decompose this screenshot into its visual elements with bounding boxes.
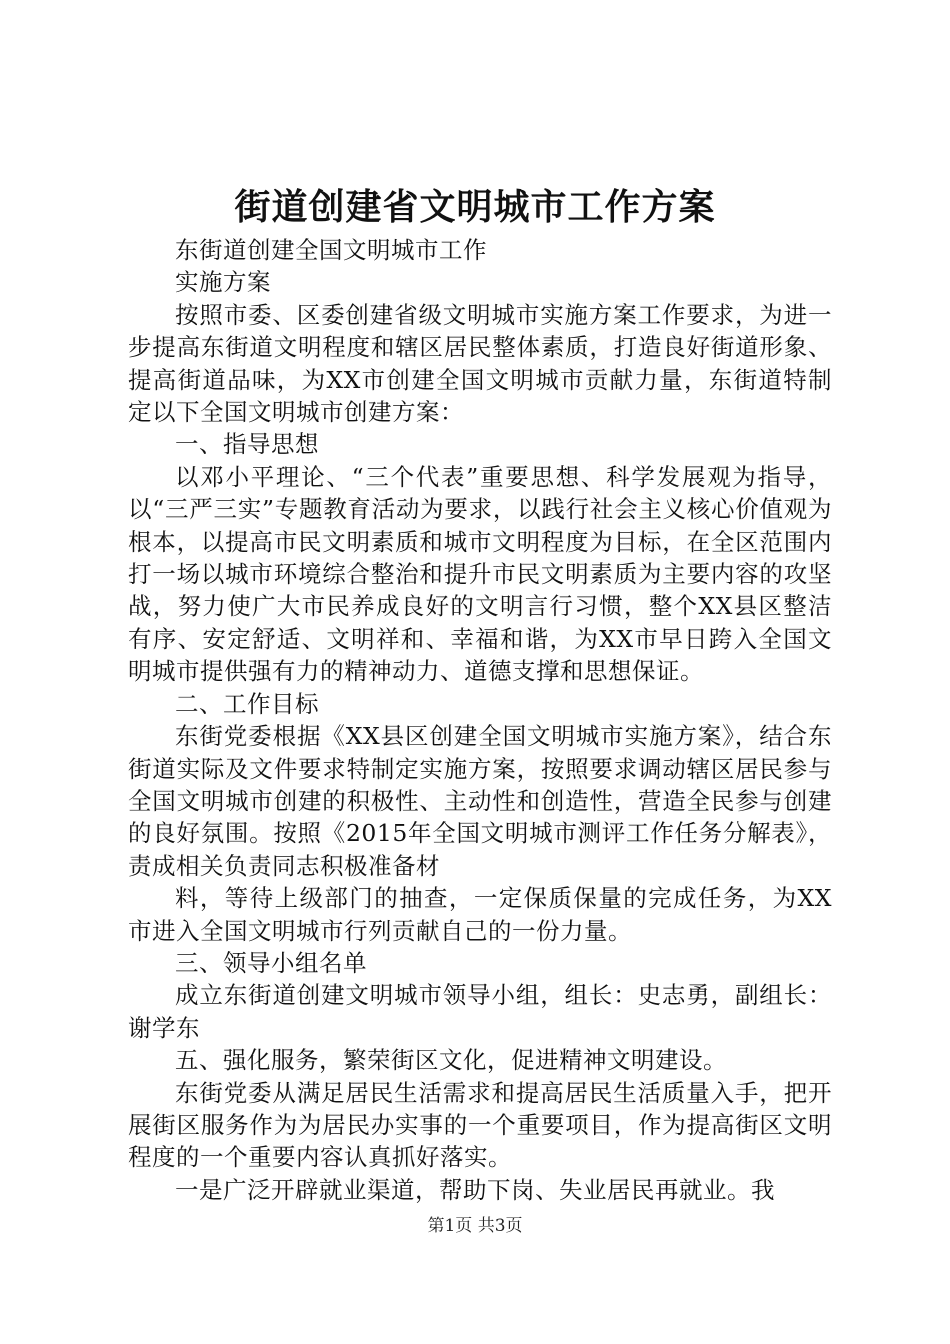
work-goals-paragraph: 东街党委根据《XX县区创建全国文明城市实施方案》，结合东街道实际及文件要求特制定实施方案，按照要求调动辖区居民参与全国文明城市创建的积极性、主动性和创造性，营造全民参与创建的良好氛围。按照《2015年全国文明城市测评工作任务分解表》，责成相关负责同志积极准备材 (128, 722, 832, 880)
subtitle-line-2: 实施方案 (175, 268, 271, 297)
document-title: 街道创建省文明城市工作方案 (234, 186, 716, 228)
employment-paragraph: 一是广泛开辟就业渠道，帮助下岗、失业居民再就业。我 (175, 1175, 775, 1204)
section-heading-work-goals: 二、工作目标 (175, 689, 319, 718)
work-goals-continuation: 料，等待上级部门的抽查，一定保质保量的完成任务，为XX市进入全国文明城市行列贡献自己的一份力量。 (128, 884, 832, 945)
section-heading-strengthen-services: 五、强化服务，繁荣街区文化，促进精神文明建设。 (175, 1046, 727, 1075)
page-number-footer: 第1页 共3页 (427, 1216, 523, 1236)
section-heading-guiding-ideology: 一、指导思想 (175, 430, 319, 459)
document-body (128, 234, 832, 1206)
services-paragraph: 东街党委从满足居民生活需求和提高居民生活质量入手，把开展街区服务作为为居民办实事的一个重要项目，作为提高街区文明程度的一个重要内容认真抓好落实。 (128, 1078, 832, 1172)
leadership-group-paragraph: 成立东街道创建文明城市领导小组，组长：史志勇，副组长：谢学东 (128, 981, 832, 1042)
intro-paragraph: 按照市委、区委创建省级文明城市实施方案工作要求，为进一步提高东街道文明程度和辖区居民整体素质，打造良好街道形象、提高街道品味，为XX市创建全国文明城市贡献力量，东街道特制定以下全国文明城市创建方案： (128, 300, 832, 427)
section-heading-leadership-group: 三、领导小组名单 (175, 948, 367, 977)
subtitle-line-1: 东街道创建全国文明城市工作 (175, 236, 487, 264)
guiding-ideology-paragraph: 以邓小平理论、“三个代表”重要思想、科学发展观为指导，以“三严三实”专题教育活动为要求，以践行社会主义核心价值观为根本，以提高市民文明素质和城市文明程度为目标，在全区范围内打一场以城市环境综合整治和提升市民文明素质为主要内容的攻坚战，努力使广大市民养成良好的文明言行习惯，整个XX县区整洁有序、安定舒适、文明祥和、幸福和谐，为XX市早日跨入全国文明城市提供强有力的精神动力、道德支撑和思想保证。 (128, 462, 832, 686)
